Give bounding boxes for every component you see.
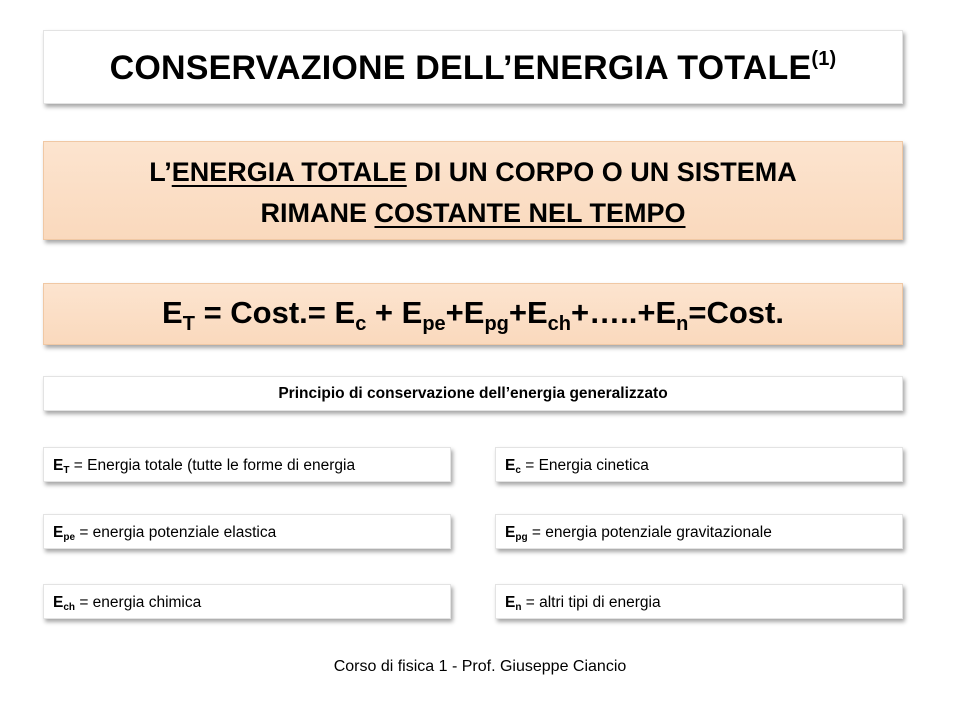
definition-subscript: ch [63,602,76,613]
definition-symbol: E [505,457,516,474]
definition-text: = altri tipi di energia [521,594,661,611]
formula-part-1: = Cost.= E [194,295,356,330]
formula-sub-pe: pe [422,313,446,335]
formula-part-5: +…..+E [571,295,677,330]
definition-box-kinetic-energy [495,447,903,482]
definition-subscript: c [515,465,521,476]
formula-part-4: +E [508,295,548,330]
formula-sub-ch: ch [547,313,572,335]
title-footnote-marker: (1) [811,48,837,70]
formula-part-3: +E [445,295,485,330]
definition-symbol: E [505,594,516,611]
formula-box [43,283,903,345]
definition-chemical-energy [53,594,201,612]
definition-box-total-energy [43,447,451,482]
formula-sub-pg: pg [484,313,509,335]
definition-box-other-energy [495,584,903,619]
definition-text: = energia potenziale gravitazionale [527,524,772,541]
formula-part-6: =Cost. [688,295,784,330]
definition-elastic-energy [53,524,276,542]
principle-box [43,141,903,240]
slide-title [44,49,902,88]
definition-text: = energia chimica [75,594,202,611]
definition-subscript: n [515,602,522,613]
definition-other-energy [505,594,661,612]
formula-sub-c: c [355,313,367,335]
principle-line-1 [44,152,902,193]
definition-box-elastic-energy [43,514,451,549]
principle-caption: Principio di conservazione dell’energia generalizzato [278,385,668,402]
slide-footer: Corso di fisica 1 - Prof. Giuseppe Ciancio [333,658,627,675]
principle-line-2 [44,193,902,234]
definition-subscript: pg [515,532,528,543]
energy-formula [44,295,902,335]
definition-subscript: T [63,465,70,476]
definition-subscript: pe [63,532,76,543]
definition-total-energy [53,457,355,475]
definition-symbol: E [53,524,64,541]
definition-kinetic-energy [505,457,649,475]
definition-text: = Energia totale (tutte le forme di energia [69,457,356,474]
principle-constant-in-time: COSTANTE NEL TEMPO [374,198,686,228]
definition-box-chemical-energy [43,584,451,619]
formula-sub-n: n [676,313,689,335]
principle-statement [44,152,902,234]
definition-symbol: E [505,524,516,541]
title-box [43,30,903,104]
formula-part-2: + E [366,295,423,330]
definition-text: = energia potenziale elastica [75,524,277,541]
definition-symbol: E [53,457,64,474]
principle-line-1-prefix: L’ [149,157,172,187]
title-text: CONSERVAZIONE DELL’ENERGIA TOTALE [109,49,812,87]
definition-gravitational-energy [505,524,772,542]
definition-symbol: E [53,594,64,611]
principle-energy-total: ENERGIA TOTALE [171,157,407,187]
formula-sub-t: T [182,313,195,335]
principle-line-1-suffix: DI UN CORPO O UN SISTEMA [406,157,797,187]
principle-line-2-prefix: RIMANE [260,198,375,228]
definition-box-gravitational-energy [495,514,903,549]
caption-box [43,376,903,411]
definition-text: = Energia cinetica [520,457,649,474]
formula-symbol: E [162,295,183,330]
